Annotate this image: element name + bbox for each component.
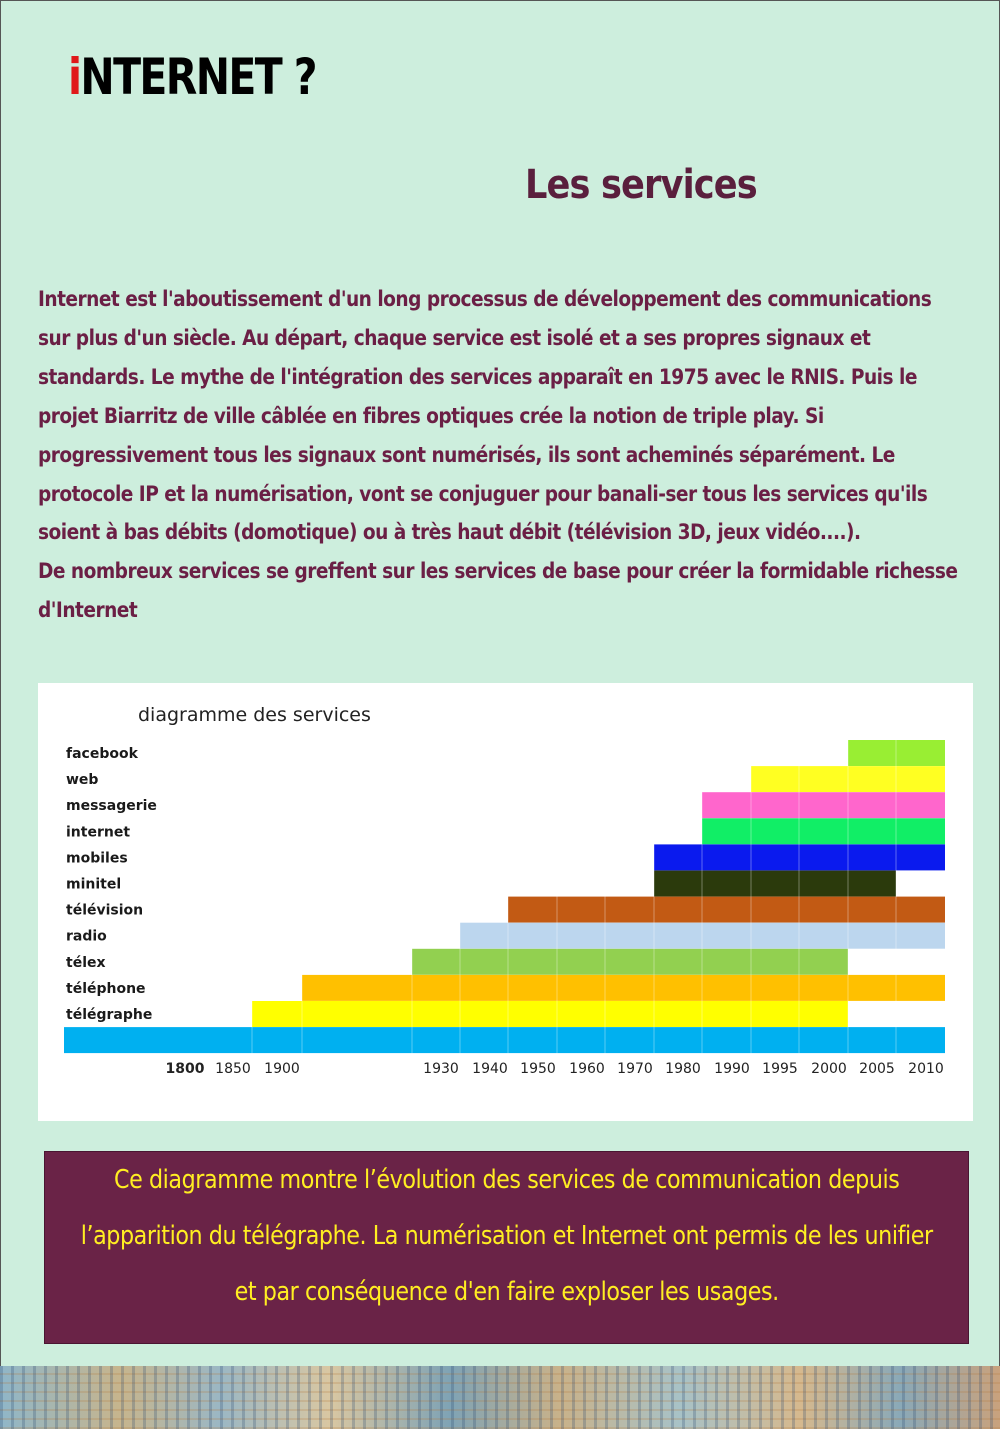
page-title: [68, 48, 316, 106]
chart-category-label: messagerie: [66, 798, 157, 815]
caption-box: [44, 1151, 969, 1344]
section-subtitle: Les services: [525, 162, 757, 208]
chart-bar-base: [64, 1027, 945, 1053]
chart-x-tick-label: 2010: [908, 1061, 944, 1077]
intro-paragraph-1: Internet est l'aboutissement d'un long processus de développement des communications sur plus d'un siècle. Au départ, chaque service est isolé et a ses propres signaux et standards. Le mythe de l'intégration des services apparaît en 1975 avec le RNIS. Puis le projet Biarritz de ville câblée en fibres optiques crée la notion de triple play. Si progressivement tous les signaux sont numérisés, ils sont acheminés séparément. Le protocole IP et la numérisation, vont se conjuguer pour banali-ser tous les services qu'ils soient à bas débits (domotique) ou à très haut débit (télévision 3D, jeux vidéo....).: [38, 287, 932, 545]
chart-category-label: téléphone: [66, 980, 146, 997]
chart-x-ticks: [166, 1061, 944, 1077]
chart-x-tick-label: 1950: [520, 1061, 556, 1077]
chart-category-label: internet: [66, 824, 131, 841]
caption-line-2: l’apparition du télégraphe. La numérisation et Internet ont permis de les unifier: [80, 1221, 933, 1251]
chart-category-label: web: [66, 772, 99, 789]
chart-category-label: radio: [66, 928, 107, 945]
chart-x-tick-label: 1850: [215, 1061, 251, 1077]
chart-title: diagramme des services: [138, 704, 371, 726]
intro-paragraph-2: De nombreux services se greffent sur les services de base pour créer la formidable richesse d'Internet: [38, 559, 958, 623]
chart-x-tick-label: 2000: [811, 1061, 847, 1077]
chart-category-label: facebook: [66, 746, 138, 762]
caption-line-3: et par conséquence d'en faire exploser les usages.: [234, 1277, 779, 1307]
services-chart-svg: [38, 683, 973, 1121]
decorative-footer-image: [0, 1366, 1000, 1429]
chart-bar-téléphone: [302, 975, 945, 1001]
chart-x-tick-label: 1980: [665, 1061, 701, 1077]
chart-x-tick-label: 1960: [569, 1061, 605, 1077]
title-first-letter: i: [68, 48, 81, 106]
chart-x-tick-label: 1995: [762, 1061, 798, 1077]
chart-bar-télex: [412, 949, 848, 975]
caption-line-1: Ce diagramme montre l’évolution des services de communication depuis: [114, 1165, 900, 1195]
chart-category-labels: [66, 746, 157, 1023]
chart-category-label: télévision: [66, 902, 144, 919]
chart-x-tick-label: 1970: [617, 1061, 653, 1077]
chart-bar-internet: [702, 818, 945, 844]
chart-x-tick-label: 2005: [859, 1061, 895, 1077]
services-chart: [38, 683, 973, 1121]
chart-x-tick-label: 1990: [714, 1061, 750, 1077]
chart-category-label: mobiles: [66, 850, 128, 867]
chart-category-label: télex: [66, 954, 106, 971]
chart-x-tick-label: 1930: [423, 1061, 459, 1077]
caption-text: [45, 1152, 968, 1320]
chart-bar-minitel: [654, 871, 896, 897]
chart-x-tick-label: 1800: [165, 1061, 205, 1077]
chart-bar-messagerie: [702, 792, 945, 818]
chart-bar-télévision: [508, 897, 945, 923]
chart-x-tick-label: 1940: [472, 1061, 508, 1077]
chart-bars: [64, 740, 945, 1053]
title-rest: NTERNET ?: [80, 48, 316, 106]
chart-category-label: télégraphe: [66, 1007, 153, 1023]
chart-category-label: minitel: [66, 876, 122, 893]
chart-x-tick-label: 1900: [264, 1061, 300, 1077]
intro-text: [38, 280, 958, 630]
chart-bar-télégraphe: [252, 1001, 848, 1027]
